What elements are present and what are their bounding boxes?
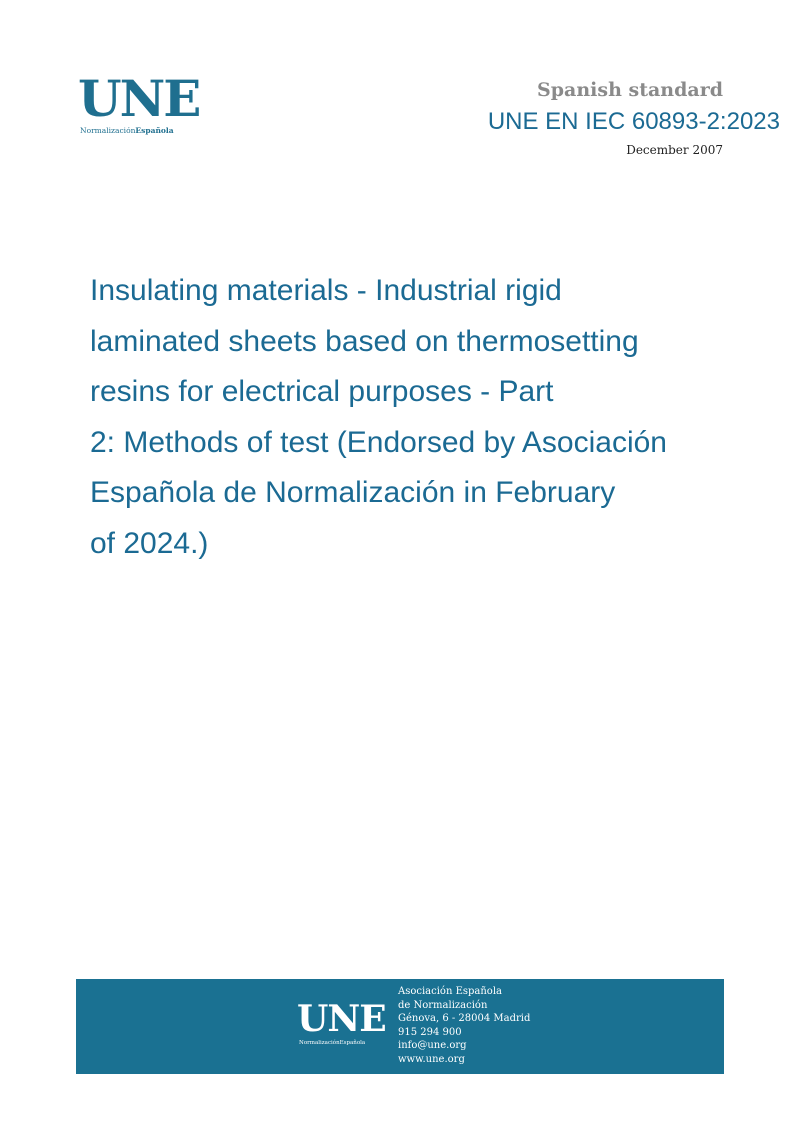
title-line: resins for electrical purposes - Part xyxy=(90,375,554,408)
tagline-normal: Normalización xyxy=(80,126,136,135)
une-logo-wordmark: UNE xyxy=(78,69,200,128)
une-logo xyxy=(78,69,208,146)
footer-band xyxy=(76,979,724,1074)
title-line: of 2024.) xyxy=(90,526,209,560)
footer-logo-wordmark: UNE xyxy=(297,998,386,1040)
footer-org-name: Asociación Española xyxy=(398,986,502,997)
footer-website: www.une.org xyxy=(398,1053,465,1065)
tagline-bold: Española xyxy=(135,126,174,135)
footer-org-name-2: de Normalización xyxy=(398,999,488,1011)
standard-code: UNE EN IEC 60893-2:2023 xyxy=(487,108,780,135)
standard-date: December 2007 xyxy=(626,143,723,157)
footer-une-logo xyxy=(297,998,387,1051)
document-title xyxy=(90,266,750,569)
footer-tagline-bold: Española xyxy=(339,1040,366,1046)
footer-tagline-normal: Normalización xyxy=(299,1040,340,1046)
footer-address: Génova, 6 - 28004 Madrid xyxy=(398,1013,531,1025)
footer-email: info@une.org xyxy=(398,1040,467,1052)
footer-phone: 915 294 900 xyxy=(398,1026,462,1038)
title-line: 2: Methods of test (Endorsed by Asociación xyxy=(90,425,667,459)
title-line: Española de Normalización in February xyxy=(90,476,616,509)
une-logo-tagline xyxy=(80,126,174,135)
title-line: laminated sheets based on thermosetting xyxy=(90,324,639,358)
footer-logo-tagline xyxy=(299,1040,365,1046)
standard-type-label: Spanish standard xyxy=(537,79,723,101)
footer-contact-block xyxy=(398,985,530,1067)
title-line: Insulating materials - Industrial rigid xyxy=(90,274,562,307)
